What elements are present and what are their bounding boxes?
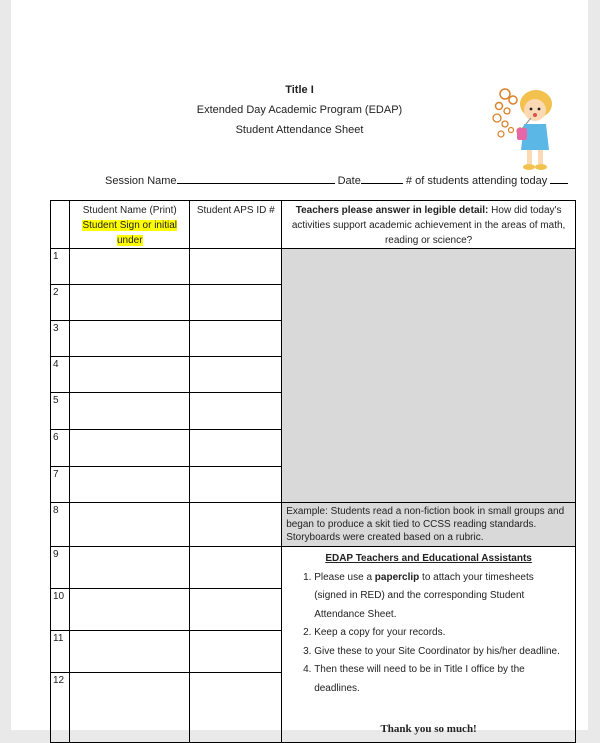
row-number: 5 [51,393,70,430]
aps-id-cell[interactable] [190,547,282,589]
student-name-cell[interactable] [70,393,190,430]
aps-id-cell[interactable] [190,467,282,503]
row-number: 7 [51,467,70,503]
aps-id-cell[interactable] [190,430,282,467]
student-count-field[interactable] [550,173,568,184]
row-number: 11 [51,630,70,672]
attendance-table [50,200,576,743]
row-number: 8 [51,503,70,547]
thank-you-note: Thank you so much! [380,723,477,735]
session-name-field[interactable] [177,173,335,184]
row-number: 10 [51,588,70,630]
title-line-1: Title I [285,84,314,96]
instruction-item: 3. Give these to your Site Coordinator by his/her deadline. [314,643,569,662]
student-name-cell[interactable] [70,547,190,589]
notes-header-text: How did today's activities support academic achievement in the areas of math, reading or science? [291,205,566,246]
instruction-emphasis: paperclip [374,571,420,583]
session-line [105,173,568,187]
student-name-cell[interactable] [70,321,190,357]
row-number: 3 [51,321,70,357]
student-name-label: Student Name (Print) [82,205,177,216]
instruction-item: 4. Then these will need to be in Title I office by the deadlines. [314,661,569,698]
aps-id-label: Student APS ID # [196,205,275,216]
table-header-row [51,201,576,249]
row-number: 9 [51,547,70,589]
student-name-cell[interactable] [70,467,190,503]
table-row [51,249,576,285]
row-number: 2 [51,285,70,321]
table-row [51,547,576,589]
instructions-list [288,569,569,699]
aps-id-cell[interactable] [190,503,282,547]
student-name-cell[interactable] [70,285,190,321]
instructions-title: EDAP Teachers and Educational Assistants [325,553,532,564]
instruction-text: Please use a [314,571,375,583]
session-name-label: Session Name [105,175,177,187]
instruction-item [314,569,569,625]
student-name-cell[interactable] [70,630,190,672]
aps-id-cell[interactable] [190,285,282,321]
aps-id-cell[interactable] [190,672,282,742]
title-line-2: Extended Day Academic Program (EDAP) [196,104,403,116]
aps-id-cell[interactable] [190,249,282,285]
instruction-text: to attach your timesheets (signed in RED) and the corresponding Student Attendance Sheet. [314,571,534,620]
date-field[interactable] [361,173,403,184]
student-name-cell[interactable] [70,503,190,547]
student-name-cell[interactable] [70,672,190,742]
row-number: 1 [51,249,70,285]
aps-id-cell[interactable] [190,321,282,357]
teacher-notes-cell[interactable] [282,249,576,503]
student-name-cell[interactable] [70,249,190,285]
aps-id-cell[interactable] [190,393,282,430]
row-number: 12 [51,672,70,742]
aps-id-cell[interactable] [190,357,282,393]
table-row [51,503,576,547]
child-bubbles-icon [491,84,563,172]
title-line-3: Student Attendance Sheet [235,124,364,136]
header-student-aps-id [190,201,282,249]
student-sign-label: Student Sign or initial under [82,220,177,246]
example-answer: Example: Students read a non-fiction book in small groups and began to produce a skit tied to CCSS reading standards. Storyboards were created based on a rubric. [282,503,576,547]
document-page [11,0,588,735]
student-name-cell[interactable] [70,357,190,393]
instructions-box [282,547,576,743]
instruction-item: 2. Keep a copy for your records. [314,624,569,643]
header-teacher-notes [282,201,576,249]
student-count-label: # of students attending today [405,175,548,187]
aps-id-cell[interactable] [190,630,282,672]
row-number: 4 [51,357,70,393]
student-name-cell[interactable] [70,430,190,467]
aps-id-cell[interactable] [190,588,282,630]
header-student-name [70,201,190,249]
date-label: Date [337,175,361,187]
row-number: 6 [51,430,70,467]
student-name-cell[interactable] [70,588,190,630]
notes-header-bold: Teachers please answer in legible detail: [295,205,489,216]
